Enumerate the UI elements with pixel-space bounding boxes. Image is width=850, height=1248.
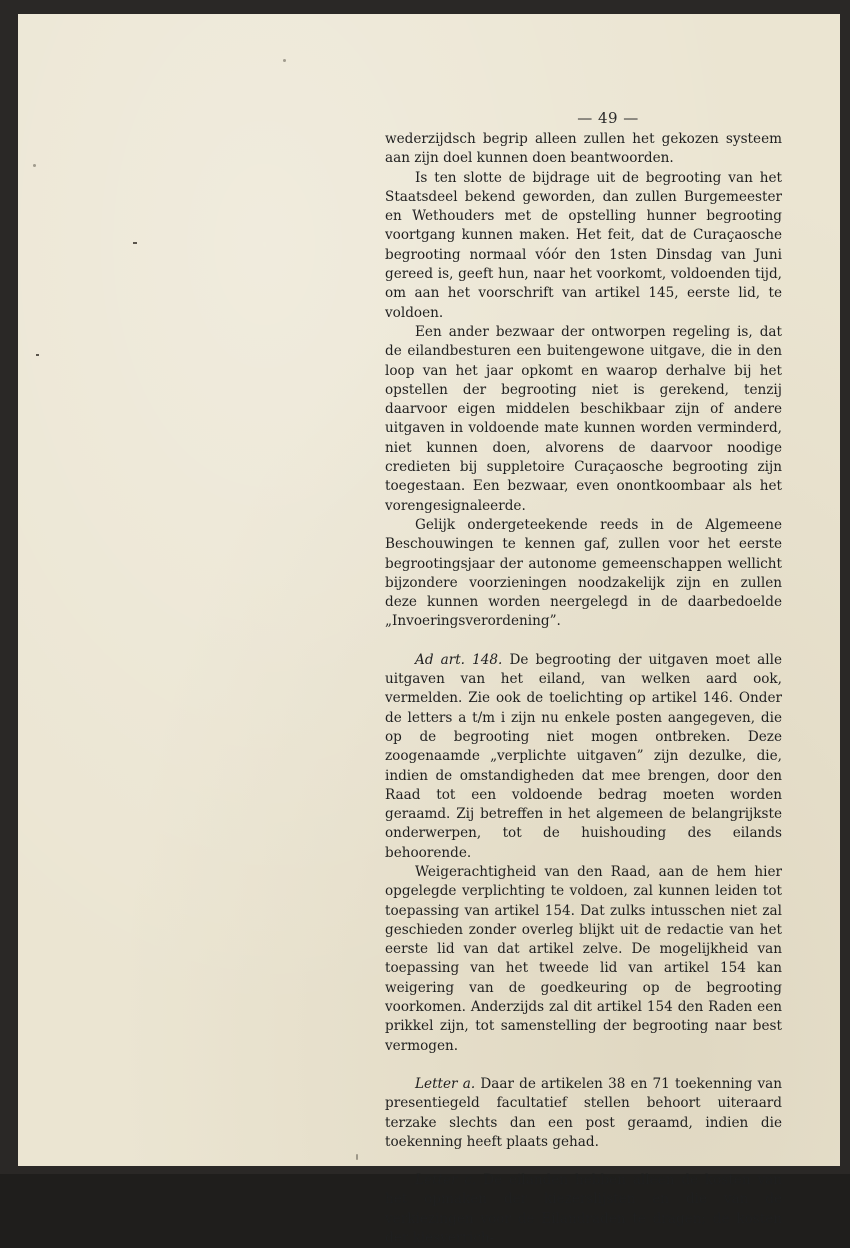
section-paragraph-art-148 [385, 651, 782, 863]
paragraph: Gelijk ondergeteekende reeds in de Algemeene Beschouwingen te kennen gaf, zullen voor het eerste begrootingsjaar der autonome gemeenschappen wellicht bijzondere voorzieningen noodzakelijk zijn en zullen deze kunnen worden neergelegd in de daarbedoelde „Invoeringsverordening”. [385, 516, 782, 630]
section-text: De eilanden hebben alleen de kosten van het opmaken der kiezerslijsten en die van de verkiezingen voor de Eilandraden te dragen; de kosten der kiesverrich- [385, 1172, 782, 1247]
paragraph-gap [385, 1056, 782, 1075]
paragraph: Is ten slotte de bijdrage uit de begrooting van het Staatsdeel bekend geworden, dan zullen Burgemeester en Wethouders met de opstelling hunner begrooting voortgang kunnen maken. Het feit, dat de Curaçaosche begrooting normaal vóór den 1sten Dinsdag van Juni gereed is, geeft hun, naar het voorkomt, voldoenden tijd, om aan het voorschrift van artikel 145, eerste lid, te voldoen. [385, 169, 782, 321]
paragraph-gap [385, 1152, 782, 1171]
section-text: Daar de artikelen 38 en 71 toekenning van presentiegeld facultatief stellen behoort uiteraard terzake slechts dan een post geraamd, indien die toekenning heeft plaats gehad. [385, 1075, 782, 1150]
margin-mark [133, 242, 137, 244]
margin-mark [36, 354, 39, 356]
paragraph-continuation: wederzijdsch begrip alleen zullen het gekozen systeem aan zijn doel kunnen doen beantwoorden. [385, 131, 782, 167]
section-paragraph-letter-c [385, 1171, 782, 1248]
section-label: Letter c. [415, 1172, 477, 1189]
paper-speck [356, 1154, 358, 1160]
paragraph: Een ander bezwaar der ontworpen regeling is, dat de eilandbesturen een buitengewone uitgave, die in den loop van het jaar opkomt en waarop derhalve bij het opstellen der begrooting niet is gerekend, tenzij daarvoor eigen middelen beschikbaar zijn of andere uitgaven in voldoende mate kunnen worden verminderd, niet kunnen doen, alvorens de daarvoor noodige credieten bij suppletoire Curaçaosche begrooting zijn toegestaan. Een bezwaar, even onontkoombaar als het vorengesignaleerde. [385, 323, 782, 514]
section-label: Ad art. 148. [415, 651, 503, 668]
section-text: De begrooting der uitgaven moet alle uitgaven van het eiland, van welken aard ook, vermelden. Zie ook de toelichting op artikel 146. Onder de letters a t/m i zijn nu enkele posten aangegeven, die op de begrooting niet mogen ontbreken. Deze zoogenaamde „verplichte uitgaven” zijn dezulke, die, indien de omstandigheden dat mee brengen, door den Raad tot een voldoende bedrag moeten worden geraamd. Zij betreffen in het algemeen de belangrijkste onderwerpen, tot de huishouding des eilands behoorende. [385, 651, 783, 861]
page-number: — 49 — [577, 109, 639, 127]
paragraph-gap [385, 632, 782, 651]
paper-speck [283, 59, 286, 62]
paragraph: Weigerachtigheid van den Raad, aan de hem hier opgelegde verplichting te voldoen, zal kunnen leiden tot toepassing van artikel 154. Dat zulks intusschen niet zal geschieden zonder overleg blijkt uit de redactie van het eerste lid van dat artikel zelve. De mogelijkheid van toepassing van het tweede lid van artikel 154 kan weigering van de goedkeuring op de begrooting voorkomen. Anderzijds zal dit artikel 154 den Raden een prikkel zijn, tot samenstelling der begrooting naar best vermogen. [385, 863, 782, 1054]
section-label: Letter a. [415, 1075, 476, 1092]
paper-speck [33, 164, 36, 167]
section-paragraph-letter-a [385, 1075, 782, 1152]
body-text [385, 130, 782, 1248]
